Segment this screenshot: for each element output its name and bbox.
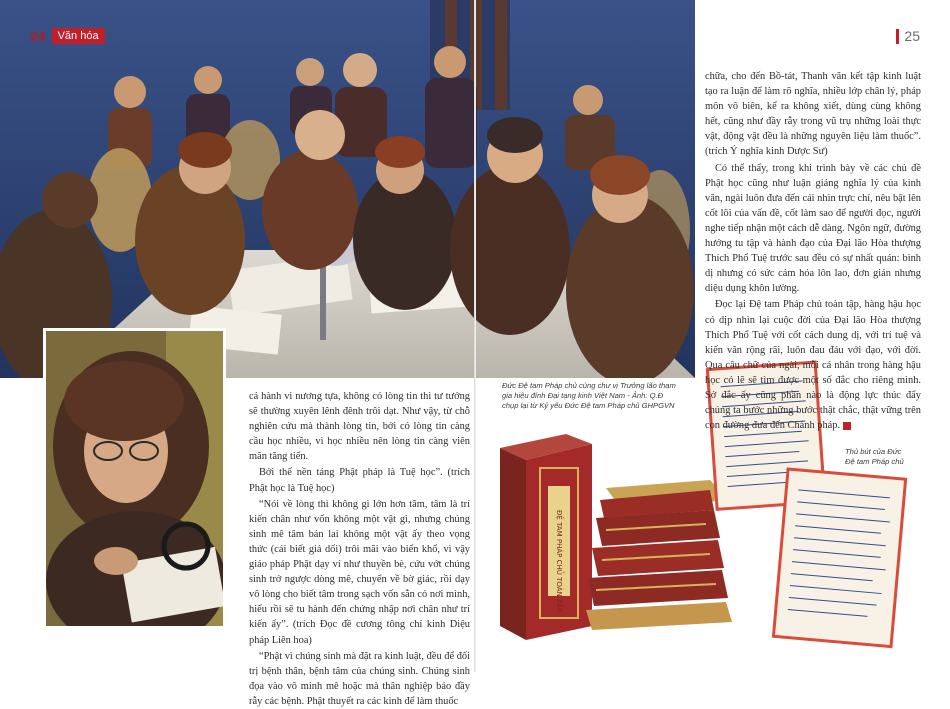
group-photo-caption: Đức Đệ tam Pháp chủ cùng chư vị Trưởng lão tham gia hiệu đính Đại tạng kinh Việt Nam - Ảnh: Q.Đ chụp lại từ Kỷ yếu Đức Đệ tam Pháp chủ GHPGVN bbox=[502, 381, 676, 410]
end-of-article-mark-icon bbox=[843, 422, 851, 430]
paragraph: cả hành vi nương tựa, không có lòng tin thì tư tưởng sẽ thường xuyên lênh đênh trôi dạt. Như vậy, từ chỗ nghiên cứu mà thành lòng tin, bởi có lòng tin càng cầu học nhiều, vì học nhiều nên lòng tin càng viên mãn tăng tiến. bbox=[249, 391, 470, 463]
paragraph: “Nói về lòng thì không gì lớn hơn tâm, tâm là trí kiến chân như vốn không một vật gì, nhưng chúng sinh mê tâm bản lai không một vật ấy theo vọng thức (cái biết giả dối) trôi mãi vào biển khổ, vì vậy giáo pháp Phật dạy ví như thuyền bè, cứu vớt chúng sinh trở ngược dòng mê, chuyển về bờ giác, rồi dạy vô lòng cho biết tâm trong sạch vốn sẵn có nơi mình, hiểu rồi sẽ tu hành đến chứng nhập nơi chân như trí kiến ấy”. (trích Đọc đề cương tông chỉ kinh Diệu pháp Liên hoa) bbox=[249, 498, 470, 646]
book-set-illustration bbox=[496, 430, 736, 648]
folio-bar bbox=[896, 29, 899, 44]
page-gutter bbox=[474, 0, 476, 672]
book-set-photo bbox=[496, 430, 736, 648]
article-column-3 bbox=[705, 69, 921, 433]
group-photo bbox=[0, 0, 695, 378]
group-photo-illustration bbox=[0, 0, 695, 378]
paragraph: chữa, cho đến Bồ-tát, Thanh văn kết tập kinh luật tạo ra luận để làm rõ nghĩa, nhiều lớp chân lý, pháp môn vô biên, kể ra không xiết, dùng cùng không hết, cũng như đầy rẫy trong vũ trụ những loài thực vật, động vật đều là những nguyên liệu làm thuốc”. (trích Ý nghĩa kinh Dược Sư) bbox=[705, 71, 921, 158]
paragraph-text: Đọc lại Đệ tam Pháp chủ toàn tập, hàng hậu học có dịp nhìn lại cuộc đời của Đại lão Hòa thượng Thích Phổ Tuệ với cốt cách dung dị, với trí tuệ và kiến văn rộng rãi, luôn đau đáu với đạo, với đời. Qua câu chữ của ngài, mỗi cá nhân trong hàng hậu học có lẽ sẽ tìm được một số đắc cho riêng mình. Sở đắc ấy cũng phần nào là động lực thúc đẩy chúng ta bước những bước thật chắc, thật vững trên con đường đưa đến Chánh pháp. bbox=[705, 299, 921, 432]
left-folio bbox=[30, 28, 105, 44]
page-number-left: 24 bbox=[30, 28, 46, 44]
page-number-right: 25 bbox=[904, 28, 920, 44]
section-label: Văn hóa bbox=[52, 28, 105, 44]
right-folio bbox=[896, 28, 920, 44]
book-spine-title: ĐỆ TAM PHÁP CHỦ TOÀN TẬP bbox=[555, 510, 563, 613]
paragraph: “Phật vì chúng sinh mà đặt ra kinh luật, đều để đối trị bệnh thân, bệnh tâm của chúng sinh. Chúng sinh đọa vào vô minh mê hoặc mà thân nghiệp bảo đầy rẫy các bệnh. Phật thuyết ra các kinh để làm thuốc bbox=[249, 650, 470, 707]
article-column-1 bbox=[249, 389, 470, 709]
paragraph: Bởi thế nền tảng Phật pháp là Tuệ học”. (trích Phật học là Tuệ học) bbox=[249, 467, 470, 494]
handwriting-caption: Thủ bút của Đức Đệ tam Pháp chủ bbox=[845, 447, 904, 466]
paragraph: Có thể thấy, trong khi trình bày về các chủ đề Phật học cũng như luận giảng nghĩa lý của kinh văn, ngài luôn đưa đến cái nhìn trực chỉ, nêu bật lên cốt lõi của vấn đề, cốt làm sao để người đọc, người nghe tiếp nhận một cách dễ dàng. Ngôn ngữ, đường hướng tu tập và hành đạo của Đại lão Hòa thượng Thích Phổ Tuệ trước sau đều có sự nhất quán: bình dị nhưng có sức cảm hóa lôn lao, đơn giản nhưng diệu dụng khôn lường. bbox=[705, 162, 921, 295]
portrait-illustration bbox=[46, 331, 223, 626]
inset-portrait-photo bbox=[46, 331, 223, 626]
paragraph bbox=[705, 297, 921, 433]
